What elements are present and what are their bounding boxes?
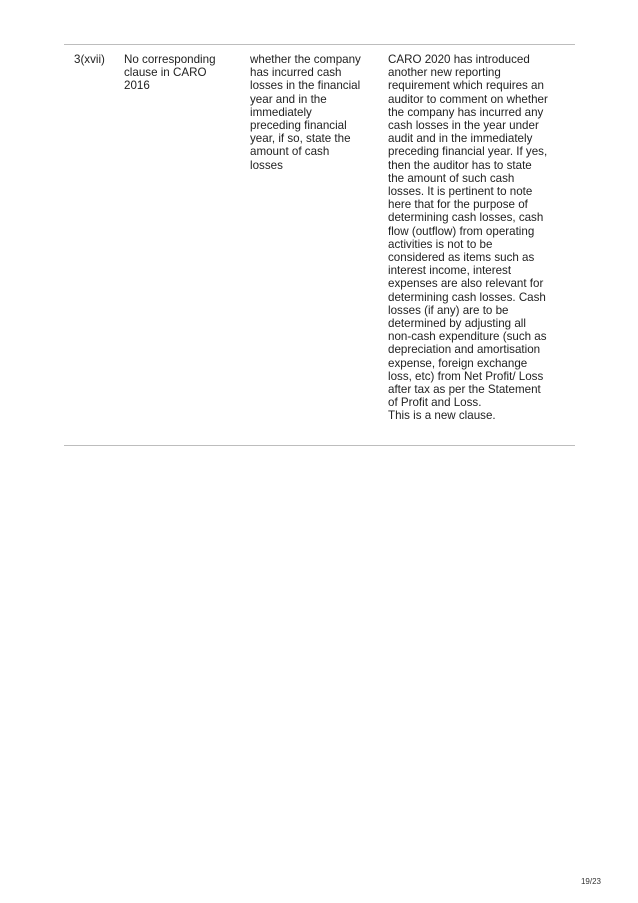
page-number: 19/23 bbox=[580, 877, 601, 886]
table-row bbox=[64, 45, 575, 445]
requirement-cell: whether the company has incurred cash losses in the financial year and in the immediately preceding financial year, if so, state the amount of cash losses bbox=[250, 53, 361, 172]
old-clause-cell: No corresponding clause in CARO 2016 bbox=[124, 53, 216, 93]
clause-number-cell: 3(xvii) bbox=[74, 53, 105, 66]
comment-cell: CARO 2020 has introduced another new reporting requirement which requires an auditor to comment on whether the company has incurred any cash losses in the year under audit and in the immediately preceding financial year. If yes, then the auditor has to state the amount of such cash losses. It is pertinent to note here that for the purpose of determining cash losses, cash flow (outflow) from operating activities is not to be considered as items such as interest income, interest expenses are also relevant for determining cash losses. Cash losses (if any) are to be determined by adjusting all non-cash expenditure (such as depreciation and amortisation expense, foreign exchange loss, etc) from Net Profit/ Loss after tax as per the Statement of Profit and Loss. This is a new clause. bbox=[388, 53, 548, 423]
comparison-table bbox=[64, 44, 575, 446]
